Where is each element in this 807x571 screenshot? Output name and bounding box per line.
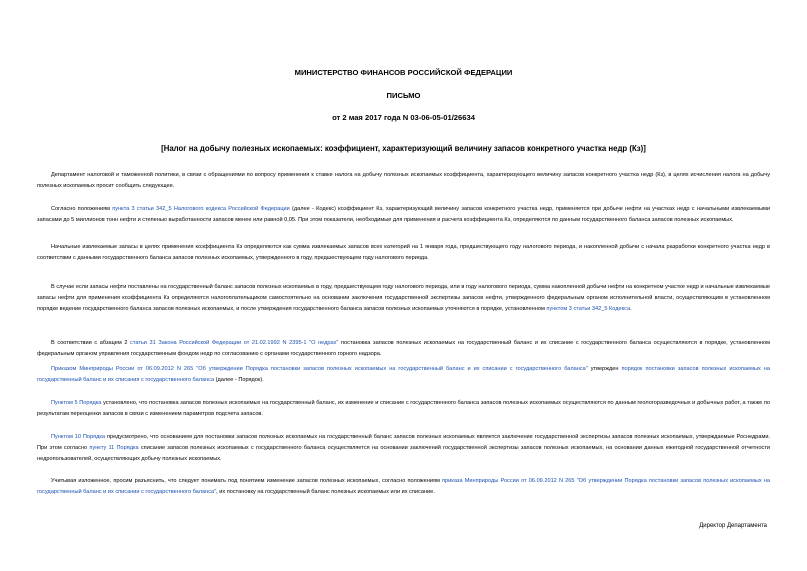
text: В соответствии с абзацем 2 [51, 340, 131, 346]
text: списание запасов полезных ископаемых с государственного баланса осуществляется на основании заключений государственной экспертизы запасов полезных ископаемых, на основании данных ежегодной государственной отчетности недропользователей, осуществляющих добычу полезных ископаемых. [37, 445, 770, 462]
link-art-342-5-code[interactable]: пунктом 3 статьи 342_5 Кодекса [546, 306, 631, 312]
link-order-265-conclusion[interactable]: приказа Минприроды России от 06.09.2012 N 265 "Об утверждении Порядка постановки запасов полезных ископаемых на государственный баланс и их списании с государственного баланса" [37, 478, 771, 495]
document-type: ПИСЬМО [386, 91, 421, 100]
text: Учитывая изложенное, просим разъяснить, что следует понимать под понятием изменение запасов полезных ископаемых, согласно положениям [51, 478, 443, 484]
paragraph-9 [37, 476, 770, 498]
paragraph-3: Начальные извлекаемые запасы в целях применения коэффициента Кз определяются как сумма извлекаемых запасов всех категорий на 1 января года, предшествующего году налогового периода, и накопленной добычи с начала разработки конкретного участка недр в соответствии с данными государственного баланса запасов полезных ископаемых, утвержденного в году, предшествующем году налогового периода. [37, 244, 770, 261]
text: утвержден [587, 366, 622, 372]
text: Согласно положениям [51, 206, 113, 212]
link-law-on-subsoil[interactable]: статьи 31 Закона Российской Федерации от 21.02.1992 N 2395-1 "О недрах" [130, 340, 339, 346]
link-tax-code-art-342-5[interactable]: пункта 3 статьи 342_5 Налогового кодекса Российской Федерации [112, 206, 290, 212]
link-procedure[interactable]: порядок постановки запасов полезных ископаемых на государственный баланс и их списания с государственного баланса [37, 366, 770, 383]
link-procedure-item-5[interactable]: Пунктом 5 Порядка [51, 400, 102, 406]
link-order-265[interactable]: Приказом Минприроды России от 06.09.2012 N 265 "Об утверждении Порядка постановки запасов полезных ископаемых на государственный баланс и их списании с государственного баланса" [51, 366, 588, 372]
paragraph-4 [37, 282, 770, 315]
signature-title: Директор Департамента [699, 523, 767, 529]
text: . [630, 306, 632, 312]
document-subject: [Налог на добычу полезных ископаемых: коэффициент, характеризующий величину запасов конкретного участка недр (Кз)] [161, 144, 646, 153]
text: (далее - Порядок). [214, 377, 264, 383]
link-procedure-item-11[interactable]: пункту 11 Порядка [89, 445, 139, 451]
link-procedure-item-10[interactable]: Пунктом 10 Порядка [51, 434, 106, 440]
text: (далее - Кодекс) коэффициент Кз, характеризующий величину запасов конкретного участка недр, применяется при добыче нефти на участках недр с начальными извлекаемыми запасами до 5 миллионов тонн нефти и степенью выработанности запасов менее или равной 0,05. При этом показатели, необходимые для применения и расчета коэффициента Кз, определяются по данным государственного баланса запасов полезных ископаемых. [37, 206, 770, 223]
text: предусмотрено, что основанием для постановки запасов полезных ископаемых на государственный баланс запасов полезных ископаемых является заключение государственной экспертизы запасов полезных ископаемых, утверждаемые Роснедрами. При этом согласно [37, 434, 771, 451]
text: постановка запасов полезных ископаемых на государственный баланс и их списание с государственного баланса осуществляются в порядке, установленном федеральным органом управления государственным фондом недр по согласованию с органами государственного горного надзора. [37, 340, 771, 357]
paragraph-6 [37, 364, 770, 386]
text: , их постановку на государственный баланс полезных ископаемых или их списание. [216, 489, 435, 495]
document-date-number: от 2 мая 2017 года N 03-06-05-01/26634 [332, 113, 475, 122]
paragraph-7 [37, 398, 770, 420]
text: установлено, что постановка запасов полезных ископаемых на государственный баланс, их изменение и списание с государственного баланса запасов полезных ископаемых осуществляются по данным геологоразведочных и добычных работ, а также по результатам переоценки запасов в связи с изменением параметров подсчета запасов. [37, 400, 770, 417]
text: В случае если запасы нефти поставлены на государственный баланс запасов полезных ископаемых в году, предшествующем году налогового периода, или в году налогового периода, сумма накопленной добычи нефти на конкретном участке недр и начальные извлекаемые запасы нефти для применения коэффициента Кз определяются налогоплательщиком самостоятельно на основании заключения государственной экспертизы запасов нефти, утвержденного федеральным органом исполнительной власти, осуществляющим в установленном порядке ведение государственного баланса запасов полезных ископаемых, и после утверждения государственного баланса запасов полезных ископаемых уточняются в порядке, установленном [37, 284, 770, 312]
paragraph-1: Департамент налоговой и таможенной политики, в связи с обращениями по вопросу применения к ставке налога на добычу полезных ископаемых коэффициента, характеризующего величину запасов конкретного участка недр (Кз), в целях исчисления налога на добычу полезных ископаемых просит сообщить следующее. [37, 172, 770, 189]
paragraph-8 [37, 432, 770, 465]
paragraph-2 [37, 204, 770, 226]
paragraph-5 [37, 338, 770, 360]
ministry-heading: МИНИСТЕРСТВО ФИНАНСОВ РОССИЙСКОЙ ФЕДЕРАЦИИ [294, 68, 513, 77]
